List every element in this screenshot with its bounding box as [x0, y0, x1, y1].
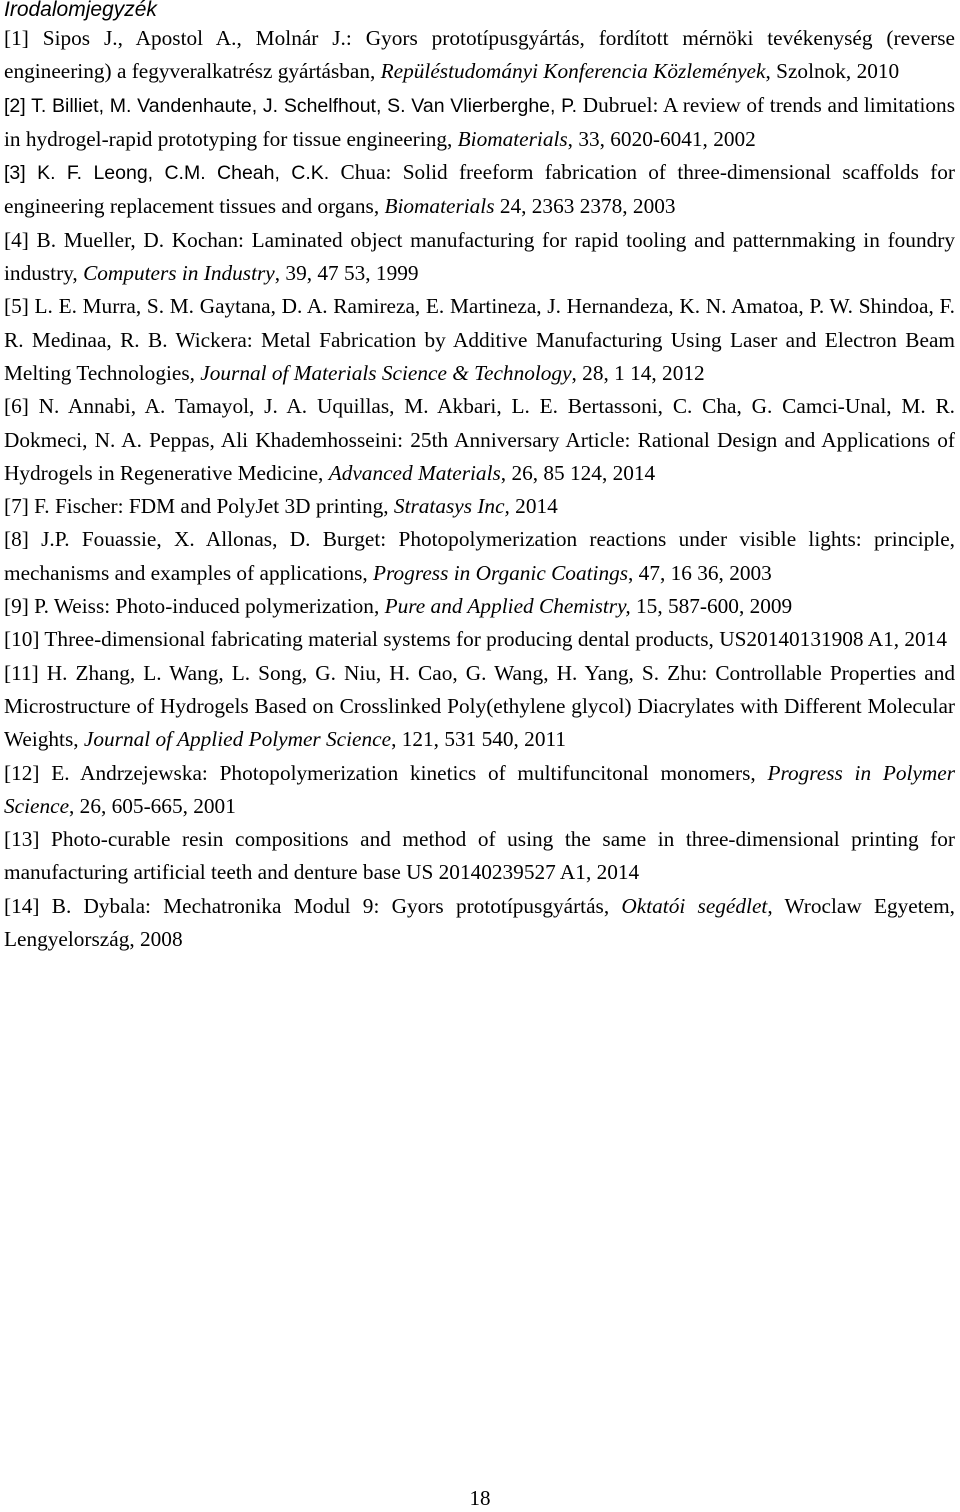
reference-5: [5] L. E. Murra, S. M. Gaytana, D. A. Ramireza, E. Martineza, J. Hernandeza, K. N. Amatoa, P. W. Shindoa, F. R. Medinaa, R. B. Wickera: Metal Fabrication by Additive Manufacturing Using Laser and Electron Beam Melting Technologies, Journal of Materials Science & Technology, 28, 1 14, 2012 [4, 294, 955, 385]
journal-name: Computers in Industry [83, 261, 275, 286]
journal-name: Progress in Polymer Science [4, 760, 955, 818]
reference-14: [14] B. Dybala: Mechatronika Modul 9: Gyors prototípusgyártás, Oktatói segédlet, Wroclaw Egyetem, Lengyelország, 2008 [4, 893, 955, 952]
journal-name: Journal of Materials Science & Technology [200, 360, 572, 385]
journal-name: Advanced Materials [328, 460, 501, 485]
journal-name: Stratasys Inc, [393, 494, 510, 519]
reference-2: [2] T. Billiet, M. Vandenhaute, J. Schelfhout, S. Van Vlierberghe, P. Dubruel: A review of trends and limitations in hydrogel-rapid prototyping for tissue engineering, Biomaterials, 33, 6020-6041, 2002 [4, 92, 955, 151]
journal-name: Biomaterials [384, 194, 495, 219]
reference-list [4, 22, 955, 956]
reference-12: [12] E. Andrzejewska: Photopolymerization kinetics of multifuncitonal monomers, Progress in Polymer Science, 26, 605-665, 2001 [4, 760, 955, 818]
journal-name: Repüléstudományi Konferencia Közlemények [380, 59, 766, 84]
page-title: Irodalomjegyzék [4, 0, 157, 21]
reference-9: [9] P. Weiss: Photo-induced polymerization, Pure and Applied Chemistry, 15, 587-600, 2009 [4, 594, 793, 619]
reference-10: [10] Three-dimensional fabricating material systems for producing dental products, US20140131908 A1, 2014 [4, 627, 947, 652]
journal-name: Journal of Applied Polymer Science [83, 727, 392, 752]
reference-11: [11] H. Zhang, L. Wang, L. Song, G. Niu, H. Cao, G. Wang, H. Yang, S. Zhu: Controllable Properties and Microstructure of Hydrogels Based on Crosslinked Poly(ethylene glycol) Diacrylates with Different Molecular Weights, Journal of Applied Polymer Science, 121, 531 540, 2011 [4, 660, 955, 752]
reference-13: [13] Photo-curable resin compositions and method of using the same in three-dimensional printing for manufacturing artificial teeth and denture base US 20140239527 A1, 2014 [4, 827, 955, 885]
reference-8: [8] J.P. Fouassie, X. Allonas, D. Burget: Photopolymerization reactions under visible lights: principle, mechanisms and examples of applications, Progress in Organic Coatings, 47, 16 36, 2003 [4, 527, 955, 585]
journal-name: Biomaterials [457, 126, 568, 151]
journal-name: Oktatói segédlet [621, 893, 768, 918]
journal-name: Pure and Applied Chemistry, [384, 594, 631, 619]
reference-4: [4] B. Mueller, D. Kochan: Laminated object manufacturing for rapid tooling and patternmaking in foundry industry, Computers in Industry, 39, 47 53, 1999 [4, 227, 955, 286]
reference-1: [1] Sipos J., Apostol A., Molnár J.: Gyors prototípusgyártás, fordított mérnöki tevékenység (reverse engineering) a fegyveralkatrész gyártásban, Repüléstudományi Konferencia Közlemények, Szolnok, 2010 [4, 26, 955, 84]
page-number: 18 [469, 1486, 491, 1510]
journal-name: Progress in Organic Coatings [373, 560, 629, 585]
reference-3: [3] K. F. Leong, C.M. Cheah, C.K. Chua: Solid freeform fabrication of three-dimensional scaffolds for engineering replacement tissues and organs, Biomaterials 24, 2363 2378, 2003 [4, 160, 956, 219]
reference-6: [6] N. Annabi, A. Tamayol, J. A. Uquillas, M. Akbari, L. E. Bertassoni, C. Cha, G. Camci-Unal, M. R. Dokmeci, N. A. Peppas, Ali Khademhosseini: 25th Anniversary Article: Rational Design and Applications of Hydrogels in Regenerative Medicine, Advanced Materials, 26, 85 124, 2014 [4, 394, 955, 485]
reference-7: [7] F. Fischer: FDM and PolyJet 3D printing, Stratasys Inc, 2014 [4, 494, 558, 519]
